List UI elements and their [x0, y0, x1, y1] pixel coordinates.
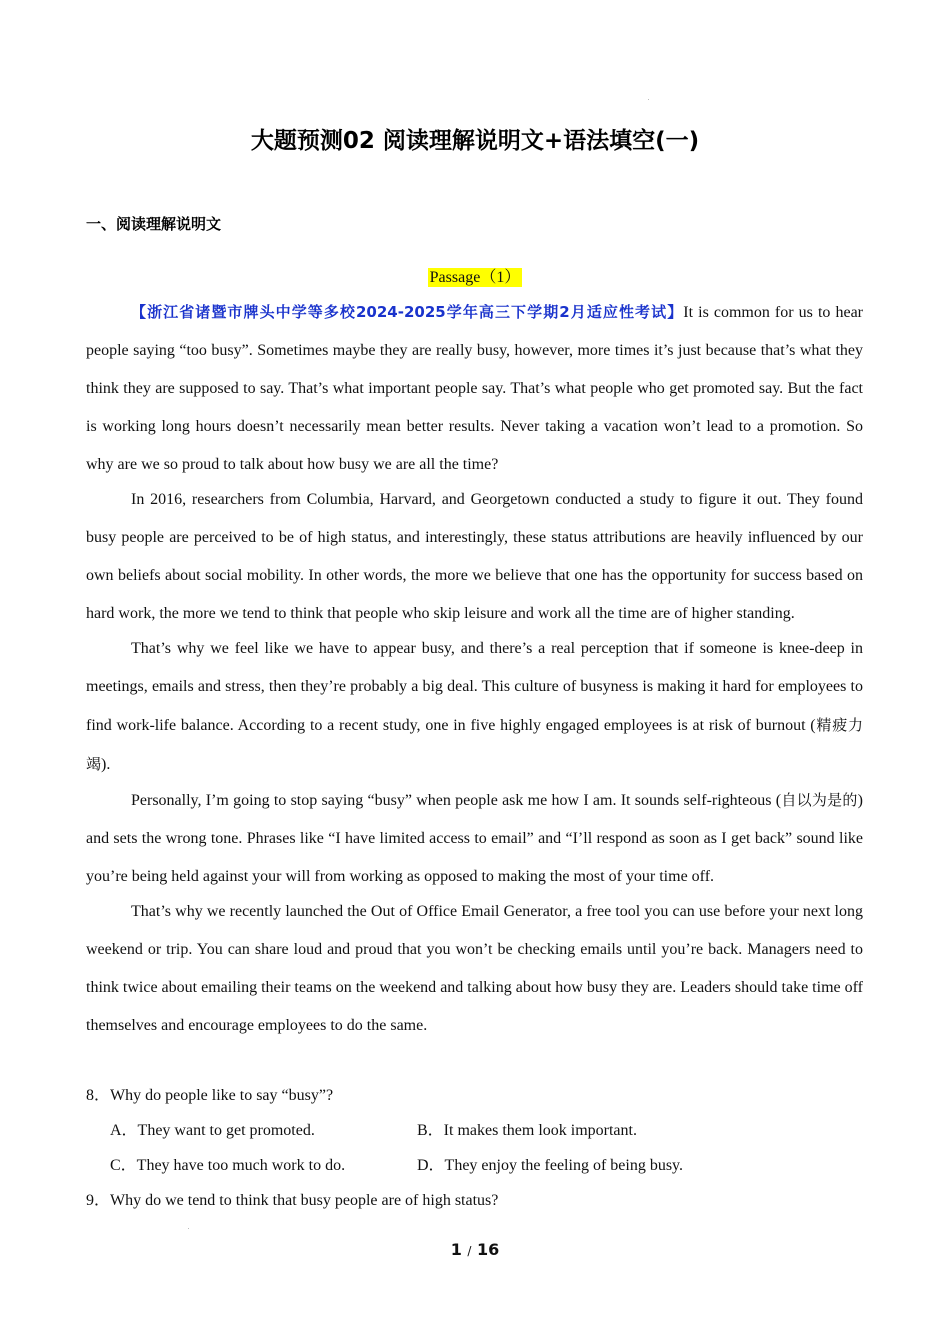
paragraph-1-text: It is common for us to hear people saying “too busy”. Sometimes maybe they are really busy, however, more times it’s just because that’s what they think they are supposed to say. That’s what important people say. That’s what people who get promoted say. But the fact is working long hours doesn’t necessarily mean better results. Never taking a vacation won’t lead to a promotion. So why are we so proud to talk about how busy we are all the time? [86, 304, 863, 473]
paragraph-3 [86, 630, 863, 784]
paragraph-2: In 2016, researchers from Columbia, Harvard, and Georgetown conducted a study to figure it out. They found busy people are perceived to be of high status, and interestingly, these status attributions are heavily influenced by our own beliefs about social mobility. In other words, the more we believe that one has the opportunity for success based on hard work, the more we tend to think that people who skip leisure and work all the time are of higher standing. [86, 491, 863, 622]
question-8-options-row-1 [86, 1113, 863, 1148]
question-9-stem: 9．Why do we tend to think that busy people are of high status? [86, 1192, 499, 1209]
source-tag: 【浙江省诸暨市牌头中学等多校2024-2025学年高三下学期2月适应性考试】 [131, 303, 684, 321]
option-b: B．It makes them look important. [417, 1122, 637, 1139]
paragraph-5: That’s why we recently launched the Out of Office Email Generator, a free tool you can use before your next long weekend or trip. You can share loud and proud that you won’t be checking emails until you’re back. Managers need to think twice about emailing their teams on the weekend and talking about how busy they are. Leaders should take time off themselves and encourage employees to do the same. [86, 903, 863, 1034]
speck [648, 99, 649, 100]
paragraph-3-text: That’s why we feel like we have to appear busy, and there’s a real perception that if someone is knee-deep in meetings, emails and stress, then they’re probably a big deal. This culture of busyness is making it hard for employees to find work-life balance. According to a recent study, one in five highly engaged employees is at risk of burnout ( [86, 640, 863, 734]
question-list [86, 1078, 863, 1218]
option-c: C．They have too much work to do. [110, 1157, 346, 1174]
page-number [0, 1240, 950, 1259]
passage-label [0, 264, 950, 287]
page-separator: / [467, 1244, 472, 1258]
gloss-burnout: 精疲力竭 [86, 716, 863, 773]
paragraph-1 [86, 293, 863, 484]
paragraph-4 [86, 781, 863, 896]
page-current: 1 [450, 1240, 462, 1259]
passage-label-text: Passage（1） [429, 269, 521, 286]
option-d: D．They enjoy the feeling of being busy. [417, 1157, 684, 1174]
option-a: A．They want to get promoted. [110, 1122, 315, 1139]
paragraph-3-end: ). [101, 756, 111, 773]
paragraph-4-end: ) and sets the wrong tone. Phrases like “I have limited access to email” and “I’ll respond as soon as I get back” sound like you’re being held against your will from working as opposed to making the most of your time off. [86, 792, 863, 885]
page-title: 大题预测02 阅读理解说明文+语法填空(一) [250, 128, 700, 154]
passage-body [86, 293, 863, 1045]
paragraph-4-text: Personally, I’m going to stop saying “busy” when people ask me how I am. It sounds self-righteous ( [131, 792, 782, 809]
question-8-options-row-2 [86, 1148, 863, 1183]
speck [188, 1228, 189, 1229]
page-total: 16 [477, 1240, 500, 1259]
gloss-self-righteous: 自以为是的 [781, 791, 858, 809]
question-8-stem: 8．Why do people like to say “busy”? [86, 1087, 334, 1104]
section-heading: 一、阅读理解说明文 [86, 215, 222, 233]
